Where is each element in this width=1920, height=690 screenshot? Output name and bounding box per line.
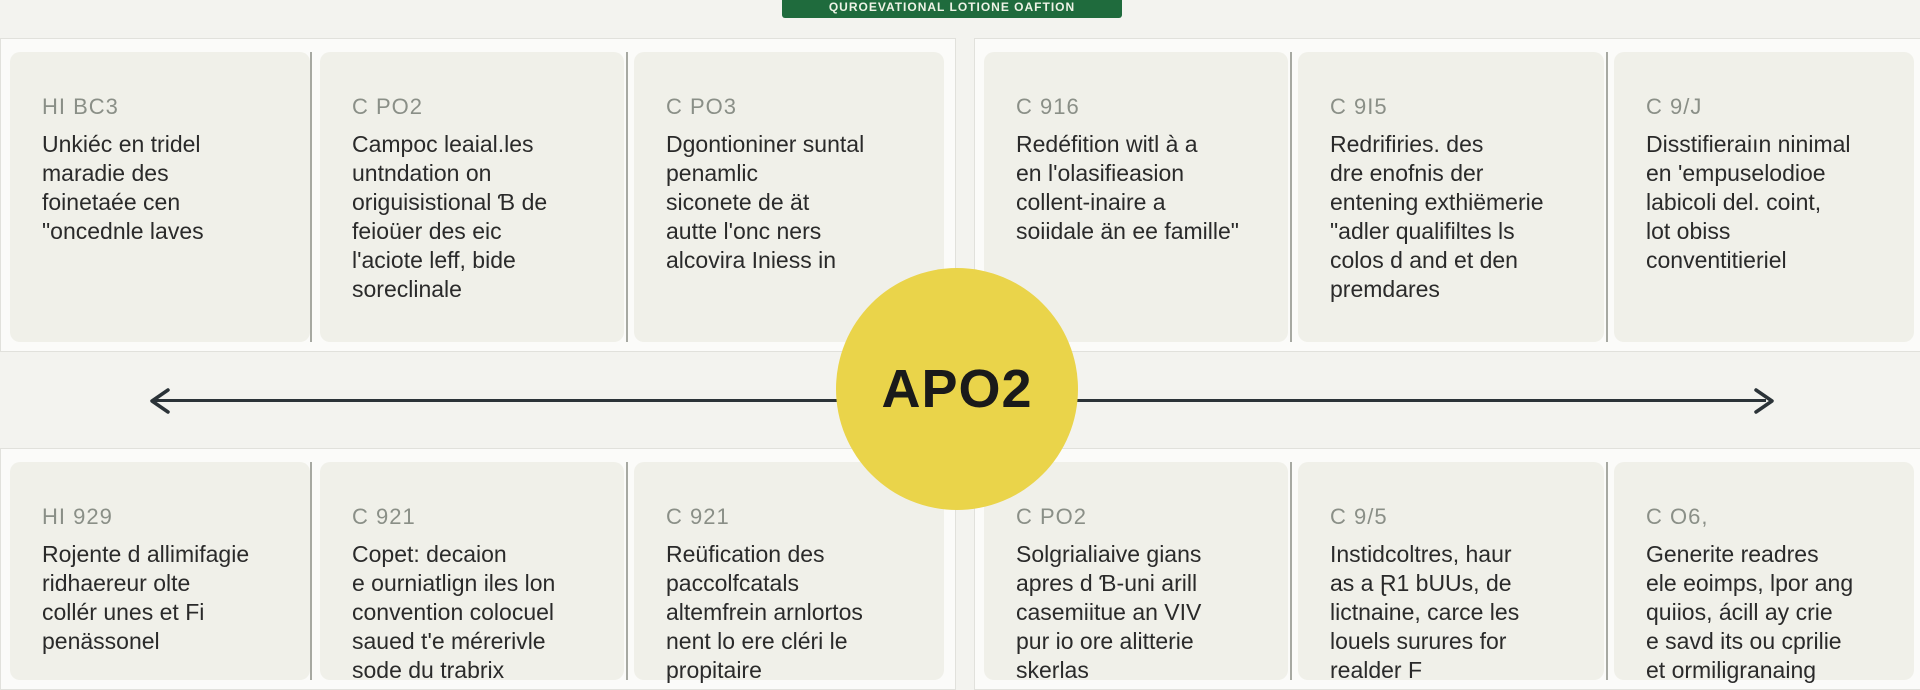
card-code: C 9I5: [1330, 94, 1388, 119]
card-text: Generite readres ele eoimps, lpor ang quiios, ácill ay crie e savd its ou cprilie et ormiligranaing: [1646, 541, 1854, 683]
bottom-card-1: [10, 462, 310, 680]
card-code: C O6,: [1646, 504, 1709, 529]
card-text: Reüfication des paccolfcatals altemfrein arnlortos nent lo ere cléri le propitaire: [666, 541, 863, 683]
card-text: Dgontioniner suntal penamlic siconete de ät autte l'onc ners alcovira Iniess in: [666, 131, 865, 273]
card-text: Unkiéc en tridel maradie des foinetaée cen "oncednle laves: [42, 131, 204, 244]
card-text: Instidcoltres, haur as a Ɽ1 bUUs, de lictnaine, carce les louels surures for realder F: [1330, 541, 1520, 683]
bottom-card-5: [1298, 462, 1604, 683]
card-code: C 9/5: [1330, 504, 1388, 529]
card-code: C PO2: [1016, 504, 1088, 529]
card-text: Solgrialiaive gians apres d Ɓ-uni arill casemiitue an VIV pur io ore alitterie skerlas: [1016, 541, 1202, 683]
column-divider: [310, 52, 312, 342]
top-card-1: [10, 52, 310, 342]
bottom-card-6: [1614, 462, 1914, 683]
card-code: C 916: [1016, 94, 1080, 119]
card-code: C PO2: [352, 94, 424, 119]
axis-line-right: [1070, 399, 1766, 402]
top-card-6: [1614, 52, 1914, 342]
center-label: APO2: [881, 359, 1033, 419]
card-text: Disstifieraiın ninimal en 'empuselodioe labicoli del. coint, lot obiss conventitieriel: [1646, 131, 1851, 273]
column-divider: [1606, 462, 1608, 680]
card-code: C 9/J: [1646, 94, 1703, 119]
bottom-card-4: [984, 462, 1288, 683]
card-code: C PO3: [666, 94, 738, 119]
card-code: C 921: [666, 504, 730, 529]
card-code: HI 929: [42, 504, 113, 529]
card-text: Campoc leaial.les untndation on origuisistional Ɓ de feioüer des eic l'aciote leff, bide soreclinale: [352, 131, 548, 302]
card-code: C 921: [352, 504, 416, 529]
card-text: Rojente d allimifagie ridhaereur olte collér unes et Fi penässonel: [42, 541, 250, 654]
card-code: HI BC3: [42, 94, 119, 119]
column-divider: [1290, 462, 1292, 680]
column-divider: [626, 462, 628, 680]
top-card-2: [320, 52, 624, 342]
bottom-card-2: [320, 462, 624, 683]
arrow-right-icon: [1750, 387, 1778, 415]
column-divider: [310, 462, 312, 680]
card-text: Redrifiries. des dre enofnis der entening exthiëmerie "adler qualifiltes ls colos d and et den premdares: [1330, 131, 1544, 302]
center-circle: [836, 268, 1078, 510]
axis-line-left: [152, 399, 842, 402]
header-tag: QUROEVATIONAL LOTIONE OAFTION: [782, 0, 1122, 18]
column-divider: [626, 52, 628, 342]
column-divider: [1606, 52, 1608, 342]
card-text: Copet: decaion e ourniatlign iles lon convention colocuel saued t'e mérerivle sode du trabrix: [352, 541, 556, 683]
top-card-5: [1298, 52, 1604, 342]
column-divider: [1290, 52, 1292, 342]
arrow-left-icon: [146, 387, 174, 415]
card-text: Redéfition witl à a en l'olasifieasion collent-inaire a soiidale än ee famille": [1016, 131, 1239, 244]
